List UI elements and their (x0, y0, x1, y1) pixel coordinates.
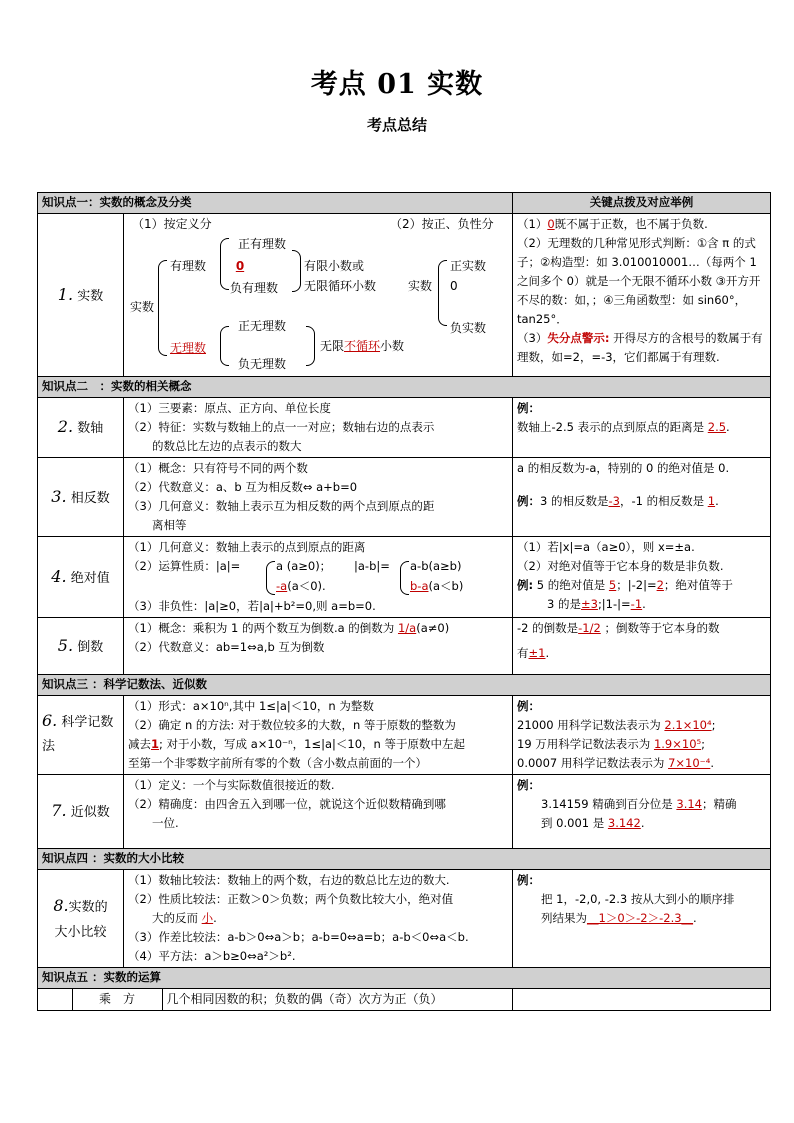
answer-blank: -1/2 (578, 621, 601, 635)
negative-rational-label: 负有理数 (230, 281, 279, 295)
line (128, 619, 508, 638)
example-label: 例: (517, 578, 534, 592)
line: （1）定义：一个与实际数值很接近的数. (128, 778, 335, 792)
section-title: 知识点二 ：实数的相关概念 (38, 377, 771, 398)
text: (a＜0). (287, 579, 326, 593)
line: （4）平方法：a＞b≥0⇔a²＞b². (128, 949, 296, 963)
row-name (38, 214, 124, 377)
content-cell (124, 775, 513, 849)
negative-irrational-label: 负无理数 (238, 357, 287, 371)
answer-blank: ±1 (528, 646, 546, 660)
answer-blank: -a (276, 579, 288, 593)
text: （2）运算性质：|a|= (128, 559, 241, 573)
text: 有 (517, 646, 529, 660)
empty-cell (512, 989, 770, 1010)
finite-decimal-label: 有限小数或 (304, 259, 365, 273)
text: ; 对于小数，写成 a×10⁻ⁿ，1≤|a|＜10，n 等于原数中左起 (159, 737, 465, 751)
text: 0.0007 用科学记数法表示为 (517, 756, 669, 770)
text: ；倒数等于它本身的数 (600, 621, 720, 635)
example-cell (513, 870, 771, 968)
text: 3.14159 精确到百分位是 (541, 797, 677, 811)
text: ，-1 的相反数是 (619, 494, 708, 508)
repeating-decimal-label: 无限循环小数 (304, 279, 377, 293)
row-number: 3. (51, 486, 67, 506)
content-cell (124, 458, 513, 537)
row-number: 8. (53, 895, 69, 915)
text: ;|1-|= (597, 597, 631, 611)
section-header-5 (38, 968, 771, 989)
answer-blank: b-a (410, 579, 429, 593)
example-line (517, 644, 766, 663)
row-name (38, 618, 124, 675)
row-number: 6. (42, 711, 58, 730)
tip-3-warning: 失分点警示: (547, 331, 610, 345)
text: . (640, 816, 645, 830)
example-cell (513, 458, 771, 537)
example-line (517, 716, 766, 735)
text: ; (711, 718, 716, 732)
example-line (517, 735, 766, 754)
text: (a＜b) (428, 579, 464, 593)
section-header-2 (38, 377, 771, 398)
nonrepeating-c: 小数 (380, 339, 405, 353)
text: 19 万用科学记数法表示为 (517, 737, 654, 751)
example-line (517, 576, 766, 595)
brace-rational (220, 238, 229, 290)
example-line (517, 492, 766, 511)
example-cell (513, 398, 771, 458)
row-number: 5. (57, 635, 74, 655)
section-right-title: 关键点拨及对应举例 (513, 193, 771, 214)
answer-blank: -1 (630, 597, 643, 611)
section-header-4 (38, 849, 771, 870)
row-name (38, 537, 124, 618)
text: -2 的倒数是 (517, 621, 579, 635)
line (128, 909, 508, 928)
tip-3-text: 开得尽方的含根号的数属于有理数，如=2，=-3，它们都属于有理数. (517, 331, 763, 364)
text: 大的反而 (152, 911, 202, 925)
row-label: 近似数 (70, 805, 110, 820)
irrational-blank: 无理数 (170, 341, 207, 355)
case (410, 577, 463, 596)
line: （2）确定 n 的方法: 对于数位较多的大数，n 等于原数的整数为 (128, 718, 456, 732)
tip-2: （2）无理数的几种常见形式判断：①含 π 的式子；②构造型：如 3.010010001…（每两个 1 之间多个 0）就是一个无限不循环小数 ③开方开不尽的数：如，；④三角函数型：如 sin60°，tan25°． (517, 236, 761, 326)
table-row-power (38, 989, 771, 1011)
tip-1 (517, 215, 766, 234)
tips-cell (513, 214, 771, 377)
classification-diagram (126, 214, 510, 376)
text: |a-b|= (354, 559, 390, 573)
page-subtitle: 考点总结 (366, 116, 427, 134)
spacer (128, 657, 508, 673)
section-title: 知识点一：实数的概念及分类 (38, 193, 513, 214)
row-name (38, 775, 124, 849)
content-cell (124, 696, 513, 775)
table-row-opposite (38, 458, 771, 537)
brace-sign (438, 260, 447, 326)
row-label: 大小比较 (54, 924, 107, 940)
answer-blank: 7×10⁻⁴ (668, 756, 711, 770)
brace-irrational (220, 326, 229, 366)
brace-abs-diff (400, 561, 409, 595)
rational-label: 有理数 (170, 259, 207, 273)
example-line (517, 909, 766, 928)
answer-blank: 3.142 (607, 816, 641, 830)
row-label: 实数的 (68, 899, 108, 915)
text: 减去 (128, 737, 151, 751)
text: 5 的绝对值是 (533, 578, 609, 592)
line: （3）作差比较法：a-b＞0⇔a＞b；a-b=0⇔a=b；a-b＜0⇔a＜b. (128, 930, 469, 944)
answer-blank: ±3 (580, 597, 598, 611)
table-row-reciprocal (38, 618, 771, 675)
section-title: 知识点四 ：实数的大小比较 (38, 849, 771, 870)
classification-diagram-cell (124, 214, 513, 377)
line: 至第一个非零数字前所有零的个数（含小数点前面的一个） (128, 756, 427, 770)
case: a (a≥0)； (276, 559, 332, 573)
table-row-comparison (38, 870, 771, 968)
section-title: 知识点五 ：实数的运算 (38, 968, 771, 989)
tip-3-prefix: （3） (517, 331, 548, 345)
example-label: 例： (517, 494, 540, 508)
example-cell (513, 618, 771, 675)
text: . (213, 911, 217, 925)
row-label: 数轴 (77, 421, 104, 436)
example-label: 例： (517, 778, 540, 792)
row-name (38, 696, 124, 775)
empty-cell (38, 989, 72, 1010)
power-row-cell (38, 989, 771, 1011)
by-sign-label: （2）按正、负性分 (390, 217, 494, 231)
example-label: 例： (517, 401, 540, 415)
line: （1）几何意义：数轴上表示的点到原点的距离 (128, 540, 366, 554)
text: (a≠0) (416, 621, 450, 635)
by-definition-label: （1）按定义分 (132, 217, 212, 231)
example-line (517, 795, 766, 814)
text: 列结果为 (541, 911, 587, 925)
text: . (715, 494, 719, 508)
row-label-line (42, 896, 119, 917)
power-inner-table (38, 989, 770, 1010)
line: 离相等 (152, 518, 187, 532)
tip-1-text: 既不属于正数，也不属于负数. (554, 217, 708, 231)
content-cell (124, 618, 513, 675)
example-cell (513, 537, 771, 618)
example-line (517, 754, 766, 773)
row-number: 4. (51, 566, 67, 586)
example-label: 例： (517, 699, 540, 713)
answer-blank: 2 (656, 578, 664, 592)
summary-table (37, 192, 771, 1011)
line: （2）精确度：由四舍五入到哪一位，就说这个近似数精确到哪 (128, 797, 446, 811)
line: 的数总比左边的点表示的数大 (152, 439, 302, 453)
text: 数轴上-2.5 表示的点到原点的距离是 (517, 420, 708, 434)
line: 一位. (152, 816, 179, 830)
page-title: 考点 01 实数 (310, 69, 484, 100)
row-label: 科学记数法 (42, 715, 114, 754)
positive-rational-label: 正有理数 (238, 237, 287, 251)
example-line: （2）对绝对值等于它本身的数是非负数. (517, 559, 724, 573)
power-label: 乘 方 (72, 989, 162, 1010)
line: （2）性质比较法：正数＞0＞负数；两个负数比较大小，绝对值 (128, 892, 454, 906)
table-row-approximate (38, 775, 771, 849)
case: a-b(a≥b) (410, 559, 462, 573)
text: ；精确 (701, 797, 737, 811)
negative-real-label: 负实数 (450, 321, 487, 335)
text: . (545, 646, 550, 660)
text: 21000 用科学记数法表示为 (517, 718, 665, 732)
case (276, 577, 326, 596)
table-row-number-line (38, 398, 771, 458)
content-cell (124, 870, 513, 968)
answer-blank: 1.9×10⁵ (653, 737, 702, 751)
answer-blank: __1＞0＞-2＞-2.3__ (587, 911, 694, 925)
brace-abs (266, 561, 275, 595)
line (128, 735, 508, 754)
example-line (517, 619, 766, 638)
example-line: 把 1，-2,0, -2.3 按从大到小的顺序排 (541, 892, 735, 906)
line: （3）几何意义：数轴上表示互为相反数的两个点到原点的距 (128, 499, 435, 513)
answer-blank: 1 (707, 494, 716, 508)
row-name (38, 458, 124, 537)
real-label-2: 实数 (408, 279, 433, 293)
text: 3 的是 (547, 597, 581, 611)
text: （1）概念：乘积为 1 的两个数互为倒数.a 的倒数为 (128, 621, 398, 635)
zero-blank: 0 (235, 259, 245, 273)
text: 到 0.001 是 (541, 816, 608, 830)
section-header-1 (38, 193, 771, 214)
tip-1-prefix: （1） (517, 217, 548, 231)
row-number: 1. (57, 284, 74, 304)
brace-finite (292, 250, 301, 292)
line: （2）代数意义：a、b 互为相反数⇔ a+b=0 (128, 480, 358, 494)
text: ；绝对值等于 (663, 578, 733, 592)
tip-1-blank: 0 (547, 217, 555, 231)
answer-blank: 5 (608, 578, 617, 592)
example-cell (513, 775, 771, 849)
nonrepeating-blank: 不循环 (344, 339, 381, 353)
example-line (517, 814, 766, 833)
example-cell (513, 696, 771, 775)
section-title: 知识点三 ：科学记数法、近似数 (38, 675, 771, 696)
answer-blank: 2.1×10⁴ (664, 718, 712, 732)
row-label: 实数 (77, 288, 104, 304)
row-label: 相反数 (70, 490, 110, 506)
row-number: 2. (57, 417, 74, 436)
answer-blank: 小 (201, 911, 214, 925)
spacer (128, 833, 508, 847)
answer-blank: 2.5 (707, 420, 727, 434)
row-name (38, 398, 124, 458)
brace-nonrepeating (306, 326, 315, 366)
example-label: 例： (517, 873, 540, 887)
row-label: 绝对值 (70, 570, 110, 586)
line: （2）特征：实数与数轴上的点一一对应；数轴右边的点表示 (128, 420, 435, 434)
positive-real-label: 正实数 (450, 259, 487, 273)
content-cell (124, 398, 513, 458)
nonrepeating-label (320, 338, 404, 354)
real-label: 实数 (130, 300, 155, 314)
text: . (726, 420, 730, 434)
line: （1）形式：a×10ⁿ,其中 1≤|a|＜10，n 为整数 (128, 699, 374, 713)
text: 3 的相反数是 (540, 494, 609, 508)
nonrepeating-a: 无限 (320, 339, 345, 353)
answer-blank: 1/a (397, 621, 417, 635)
table-row-real-numbers (38, 214, 771, 377)
text: ; (701, 737, 705, 751)
text: ；|-2|= (616, 578, 657, 592)
row-label: 倒数 (77, 639, 104, 655)
example-line (517, 595, 766, 614)
answer-blank: -3 (608, 494, 620, 508)
table-row-absolute-value (38, 537, 771, 618)
brace-real (158, 260, 167, 356)
tip-3 (517, 329, 766, 367)
line: （1）三要素：原点、正方向、单位长度 (128, 401, 331, 415)
power-description: 几个相同因数的积；负数的偶（奇）次方为正（负） (162, 989, 512, 1010)
line: （1）数轴比较法：数轴上的两个数，右边的数总比左边的数大. (128, 873, 450, 887)
positive-irrational-label: 正无理数 (238, 319, 287, 333)
zero-label: 0 (450, 279, 458, 293)
example-line: （1）若|x|=a（a≥0），则 x=±a. (517, 540, 695, 554)
content-cell (124, 537, 513, 618)
answer-blank: 1 (151, 737, 160, 751)
text: . (642, 597, 646, 611)
answer-blank: 3.14 (676, 797, 702, 811)
line: （2）代数意义：ab=1⇔a,b 互为倒数 (128, 640, 325, 654)
section-header-3 (38, 675, 771, 696)
line: （1）概念：只有符号不同的两个数 (128, 461, 308, 475)
line: （3）非负性：|a|≥0，若|a|+b²=0,则 a=b=0. (128, 599, 376, 613)
row-name (38, 870, 124, 968)
text: . (710, 756, 714, 770)
row-number: 7. (51, 801, 67, 820)
text: . (693, 911, 697, 925)
abs-cases (128, 557, 508, 597)
table-row-scientific-notation (38, 696, 771, 775)
example-line (517, 418, 766, 437)
example-line: a 的相反数为-a，特别的 0 的绝对值是 0. (517, 461, 730, 475)
